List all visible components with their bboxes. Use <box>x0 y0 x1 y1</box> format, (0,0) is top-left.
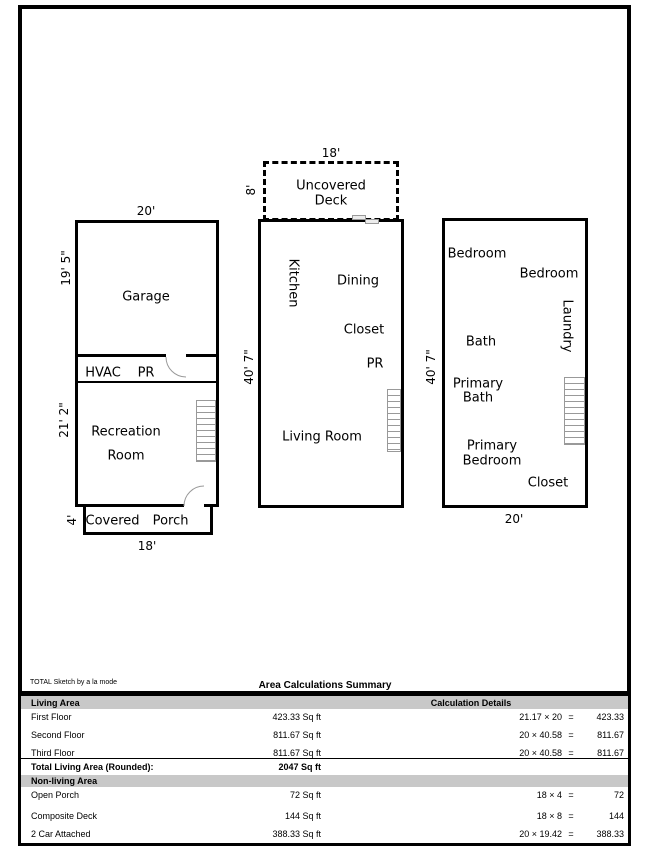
room-label-closet: Closet <box>527 475 569 491</box>
room-label-recreation: Recreation <box>91 424 161 440</box>
row-calc <box>537 811 624 821</box>
room-label-dining: Dining <box>337 273 379 289</box>
dim-deck-width: 18' <box>321 146 341 160</box>
row-calc <box>537 790 624 800</box>
row-name: Composite Deck <box>31 811 98 821</box>
table-row-open-porch <box>21 787 628 802</box>
table-row-second-floor <box>21 727 628 743</box>
table-row-total <box>21 759 628 775</box>
row-calc <box>519 712 624 722</box>
stairs-first-floor <box>196 400 216 462</box>
living-area-header: Living Area <box>31 697 80 708</box>
porch-door-arc <box>182 484 206 508</box>
row-area: 72 Sq ft <box>289 789 321 800</box>
dim-porch-width: 18' <box>137 539 157 553</box>
nonliving-area-header-band <box>21 775 628 787</box>
row-area: 423.33 Sq ft <box>272 712 321 722</box>
room-label-pr: PR <box>366 356 384 372</box>
row-area: 811.67 Sq ft <box>273 748 321 758</box>
dim-garage-width: 20' <box>136 204 156 218</box>
dim-third-floor-depth: 40' 7" <box>424 349 438 385</box>
dim-porch-depth: 4' <box>65 514 79 526</box>
row-name: Second Floor <box>31 730 85 740</box>
calc-result: 388.33 <box>596 829 624 839</box>
row-calc <box>519 730 624 740</box>
calc-expression: 20 × 40.58 <box>519 748 562 758</box>
room-label-uncovered: Uncovered <box>296 178 366 194</box>
calc-equals: = <box>568 712 574 722</box>
dim-recreation-depth: 21' 2" <box>57 402 71 438</box>
room-label-laundry: Laundry <box>559 299 575 353</box>
room-label-primary-bedroom-2: Bedroom <box>462 453 522 469</box>
calc-result: 811.67 <box>597 730 624 740</box>
calc-expression: 18 × 8 <box>536 811 562 821</box>
calc-expression: 18 × 4 <box>536 789 562 800</box>
table-row-first-floor <box>21 709 628 725</box>
row-name: 2 Car Attached <box>31 829 91 839</box>
calc-equals: = <box>568 829 574 839</box>
calc-equals: = <box>568 730 574 740</box>
stairs-second-floor <box>387 389 401 452</box>
area-summary-table <box>18 691 631 846</box>
room-label-bath: Bath <box>465 334 497 350</box>
dim-garage-depth: 19' 5" <box>59 250 73 286</box>
calc-equals: = <box>568 811 574 821</box>
calculation-details-header: Calculation Details <box>430 697 512 708</box>
dim-third-floor-width: 20' <box>504 512 524 526</box>
room-label-primary-bath: Primary <box>452 376 504 392</box>
row-area: 388.33 Sq ft <box>272 829 321 839</box>
row-name: Open Porch <box>31 789 80 800</box>
stairs-third-floor <box>564 377 585 445</box>
room-label-deck: Deck <box>314 193 348 209</box>
room-label-recreation-2: Room <box>107 448 145 464</box>
nonliving-area-header: Non-living Area <box>31 776 98 786</box>
first-floor-outline <box>75 220 219 507</box>
row-area: 811.67 Sq ft <box>273 730 321 740</box>
sliding-door-panel <box>352 215 366 220</box>
room-label-living-room: Living Room <box>282 429 362 445</box>
room-label-bedroom-1: Bedroom <box>447 246 507 262</box>
table-row-composite-deck <box>21 808 628 824</box>
row-calc <box>519 829 624 839</box>
room-label-primary-bedroom: Primary <box>466 438 518 454</box>
summary-title: Area Calculations Summary <box>258 680 392 691</box>
room-label-covered-porch: Covered Porch <box>85 513 189 529</box>
calc-result: 72 <box>613 789 624 800</box>
room-label-primary-bath-2: Bath <box>462 390 494 406</box>
table-row-2-car-attached <box>21 826 628 842</box>
row-name: Third Floor <box>31 748 75 758</box>
room-label-pr: PR <box>137 365 155 381</box>
dim-deck-depth: 8' <box>244 184 258 196</box>
calc-equals: = <box>568 748 574 758</box>
room-label-bedroom-2: Bedroom <box>519 266 579 282</box>
living-area-header-band <box>21 696 628 709</box>
total-value: 2047 Sq ft <box>278 762 321 772</box>
room-label-closet: Closet <box>343 322 385 338</box>
room-label-hvac: HVAC <box>85 365 121 381</box>
row-calc <box>519 748 624 758</box>
garage-dividing-wall <box>78 354 216 357</box>
hvac-wall <box>78 381 216 383</box>
room-label-garage: Garage <box>122 289 170 305</box>
row-name: First Floor <box>31 712 72 722</box>
row-area: 144 Sq ft <box>284 811 321 821</box>
calc-equals: = <box>568 789 574 800</box>
sliding-door-panel <box>365 219 379 224</box>
calc-result: 144 <box>608 811 624 821</box>
calc-expression: 21.17 × 20 <box>519 712 562 722</box>
total-label: Total Living Area (Rounded): <box>31 762 154 772</box>
door-arc <box>164 354 188 378</box>
calc-expression: 20 × 40.58 <box>519 730 562 740</box>
software-byline: TOTAL Sketch by a la mode <box>30 679 118 686</box>
calc-expression: 20 × 19.42 <box>519 829 562 839</box>
room-label-kitchen: Kitchen <box>285 258 301 308</box>
calc-result: 423.33 <box>596 712 624 722</box>
calc-result: 811.67 <box>597 748 624 758</box>
dim-second-floor-depth: 40' 7" <box>242 349 256 385</box>
